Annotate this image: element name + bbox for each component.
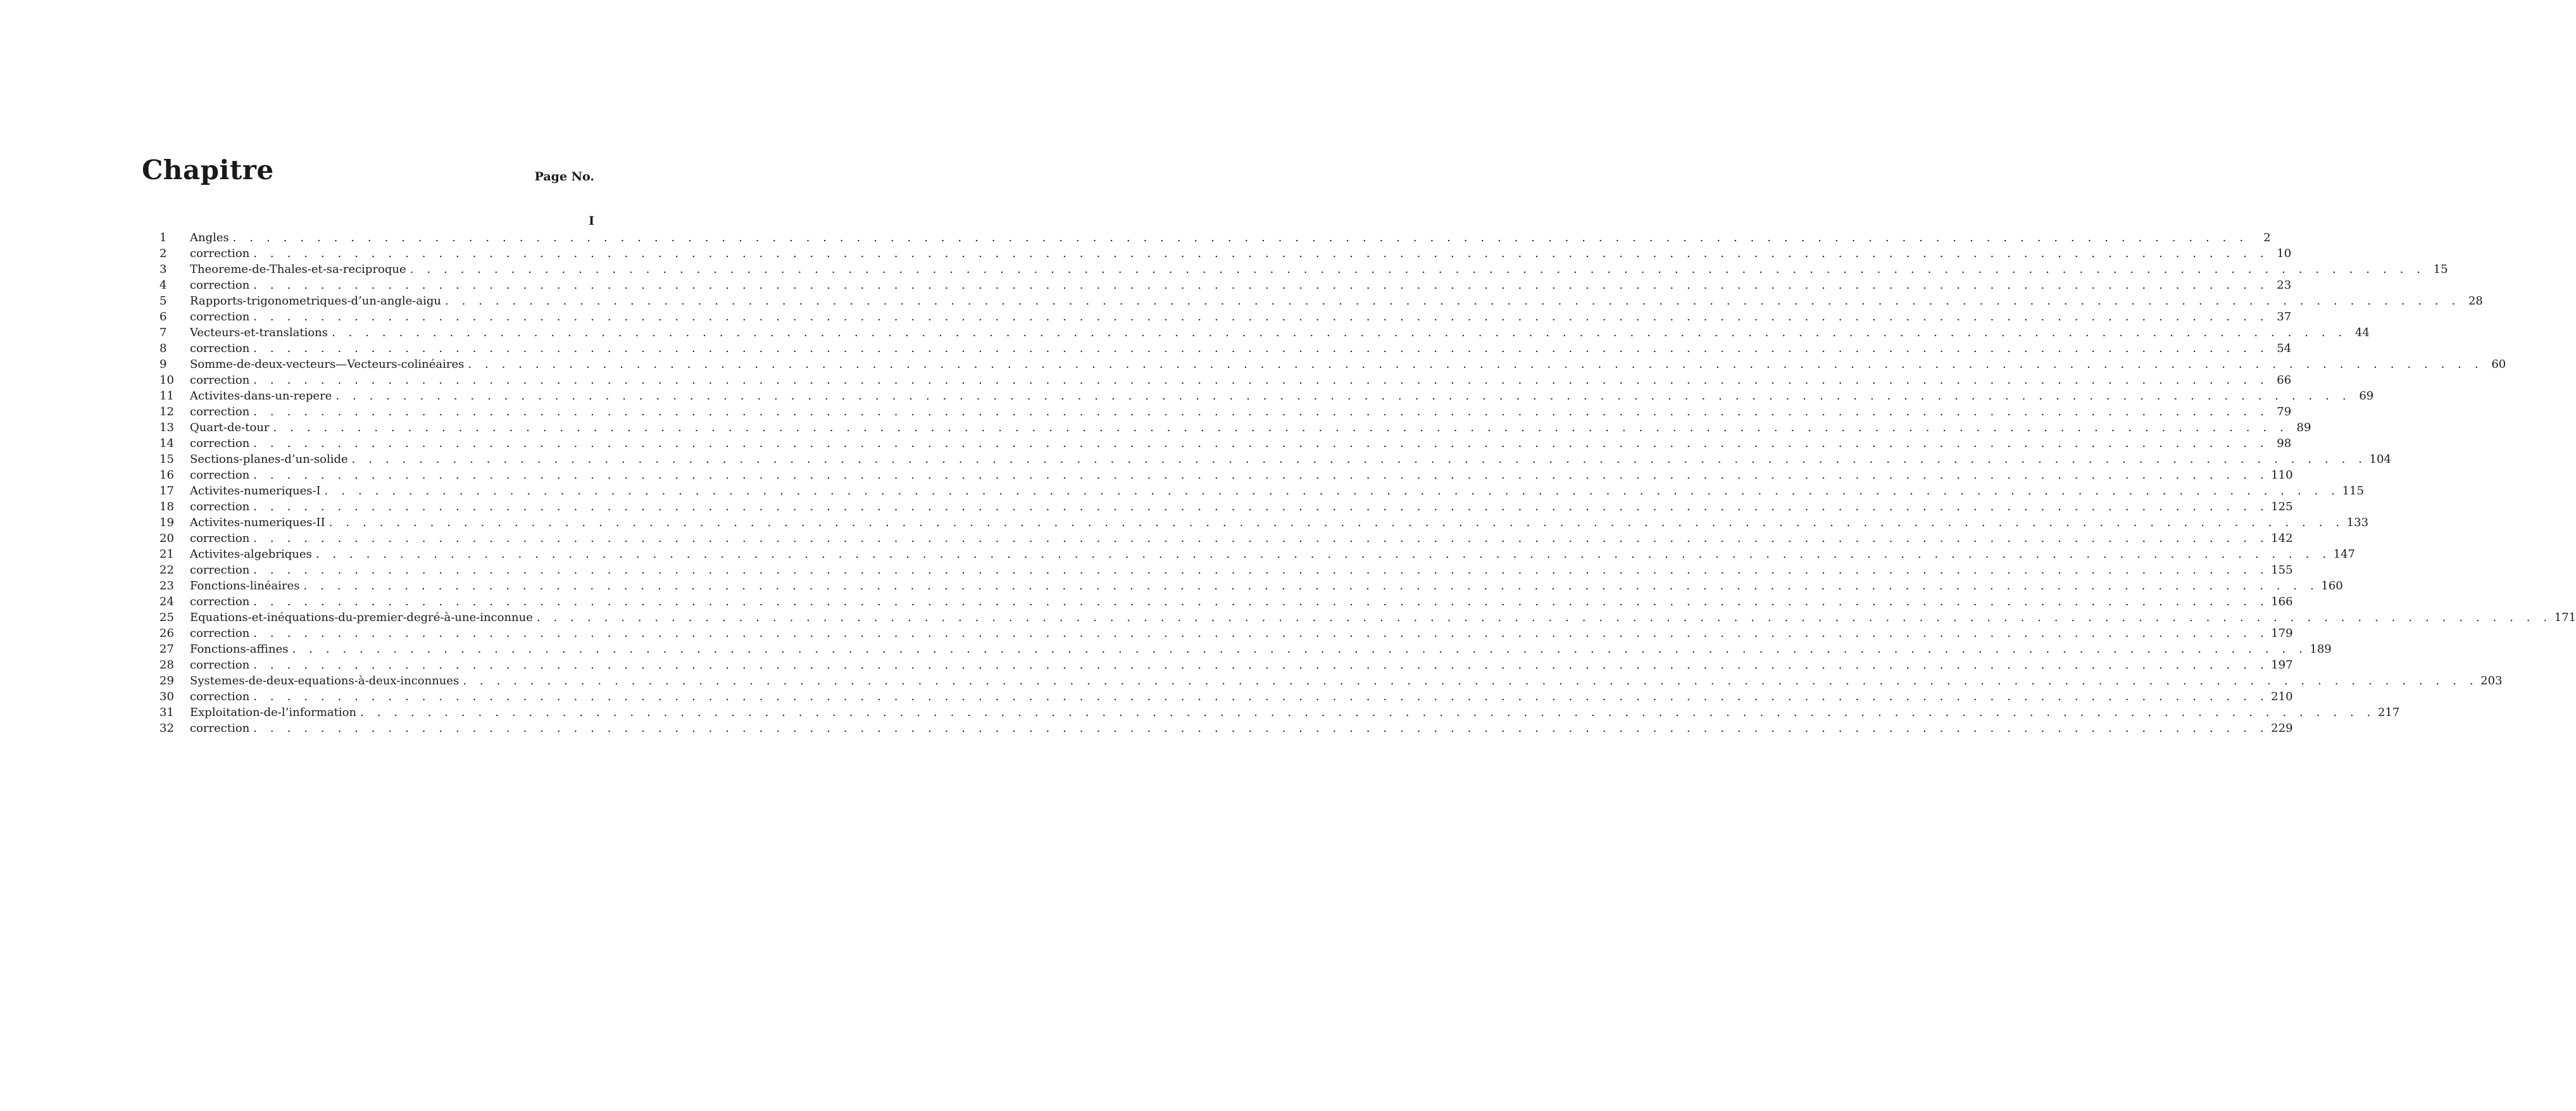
toc-entry-page: 79 bbox=[2277, 405, 2292, 418]
toc-entry-page: 54 bbox=[2277, 342, 2292, 355]
toc-entry-title-wrap bbox=[190, 499, 2268, 515]
toc-entry-number: 9 bbox=[159, 358, 167, 371]
toc-entry-title-wrap bbox=[190, 720, 2268, 736]
toc-entry-title-wrap bbox=[190, 404, 2268, 420]
toc-entry-number: 7 bbox=[159, 326, 167, 339]
toc-entry[interactable] bbox=[142, 261, 2448, 277]
toc-entry-number: 8 bbox=[159, 342, 167, 355]
toc-entry-page: 125 bbox=[2271, 500, 2293, 513]
toc-header bbox=[142, 154, 594, 195]
toc-entry-title[interactable]: correction bbox=[190, 595, 250, 608]
toc-entry-number: 21 bbox=[159, 548, 174, 561]
toc-entry-number: 6 bbox=[159, 310, 167, 323]
toc-entry-title[interactable]: correction bbox=[190, 563, 250, 577]
toc-entry-number: 16 bbox=[159, 468, 174, 482]
toc-entry-number: 11 bbox=[159, 389, 174, 403]
toc-entry-title-wrap bbox=[190, 261, 2425, 277]
dot-leader: . . . . . . . . . . . . . . . . . . . . . . . . . . . . . . . . . . . . . . . . . . . . . . . . . . . . . . . . . . . . . . . . . . . . . . . . . . . . . . . . . . . . . . . . . . . . . . . . . . . . . . . . . . . . . . . . . . . . . . . . bbox=[324, 484, 2340, 498]
toc-entry-page: 179 bbox=[2271, 627, 2293, 640]
toc-entry-title[interactable]: Fonctions-linéaires bbox=[190, 579, 300, 593]
dot-leader: . . . . . . . . . . . . . . . . . . . . . . . . . . . . . . . . . . . . . . . . . . . . . . . . . . . . . . . . . . . . . . . . . . . . . . . . . . . . . . . . . . . . . . . . . . . . . . . . . . . . . . . . . . . . . . . . . . . . . . . . bbox=[536, 611, 2552, 624]
toc-entry-title-wrap bbox=[190, 594, 2268, 610]
toc-entry-page: 104 bbox=[2369, 453, 2391, 466]
toc-entry-page: 155 bbox=[2271, 563, 2293, 577]
toc-entry-title[interactable]: Somme-de-deux-vecteurs—Vecteurs-colinéaires bbox=[190, 358, 465, 371]
toc-entry-title[interactable]: correction bbox=[190, 627, 250, 640]
toc-entry-title[interactable]: Angles bbox=[190, 231, 229, 244]
toc-entry[interactable] bbox=[142, 325, 2370, 341]
toc-entry-title-wrap bbox=[190, 657, 2268, 673]
dot-leader: . . . . . . . . . . . . . . . . . . . . . . . . . . . . . . . . . . . . . . . . . . . . . . . . . . . . . . . . . . . . . . . . . . . . . . . . . . . . . . . . . . . . . . . . . . . . . . . . . . . . . . . . . . . . . . . . . . . . . . . . bbox=[360, 706, 2375, 719]
toc-entry-title[interactable]: Activites-numeriques-II bbox=[190, 516, 325, 529]
toc-entry-title-wrap bbox=[190, 230, 2248, 246]
toc-entry-number: 20 bbox=[159, 532, 174, 545]
toc-entry-title[interactable]: correction bbox=[190, 342, 250, 355]
toc-entry-page: 115 bbox=[2342, 484, 2364, 498]
toc-entry-number: 17 bbox=[159, 484, 174, 498]
toc-entry-number: 2 bbox=[159, 247, 167, 260]
toc-entry-title[interactable]: correction bbox=[190, 405, 250, 418]
toc-entry[interactable] bbox=[142, 246, 2292, 261]
toc-entry-title[interactable]: Equations-et-inéquations-du-premier-degré-à-une-inconnue bbox=[190, 611, 533, 624]
dot-leader: . . . . . . . . . . . . . . . . . . . . . . . . . . . . . . . . . . . . . . . . . . . . . . . . . . . . . . . . . . . . . . . . . . . . . . . . . . . . . . . . . . . . . . . . . . . . . . . . . . . . . . . . . . . . . . . . . . . . . . . . bbox=[253, 532, 2269, 545]
toc-entry-title-wrap bbox=[190, 246, 2268, 261]
toc-entry-number: 32 bbox=[159, 722, 174, 735]
toc-entry-number: 5 bbox=[159, 294, 167, 308]
toc-entry-title-wrap bbox=[190, 341, 2268, 356]
dot-leader: . . . . . . . . . . . . . . . . . . . . . . . . . . . . . . . . . . . . . . . . . . . . . . . . . . . . . . . . . . . . . . . . . . . . . . . . . . . . . . . . . . . . . . . . . . . . . . . . . . . . . . . . . . . . . . . . . . . . . . . . bbox=[253, 468, 2269, 482]
toc-entry-title-wrap bbox=[190, 372, 2268, 388]
toc-entry-page: 203 bbox=[2480, 674, 2503, 687]
toc-entry[interactable] bbox=[142, 578, 2343, 594]
toc-entry-number: 25 bbox=[159, 611, 174, 624]
dot-leader: . . . . . . . . . . . . . . . . . . . . . . . . . . . . . . . . . . . . . . . . . . . . . . . . . . . . . . . . . . . . . . . . . . . . . . . . . . . . . . . . . . . . . . . . . . . . . . . . . . . . . . . . . . . . . . . . . . . . . . . . bbox=[253, 690, 2269, 703]
toc-entry-title-wrap bbox=[190, 641, 2307, 657]
dot-leader: . . . . . . . . . . . . . . . . . . . . . . . . . . . . . . . . . . . . . . . . . . . . . . . . . . . . . . . . . . . . . . . . . . . . . . . . . . . . . . . . . . . . . . . . . . . . . . . . . . . . . . . . . . . . . . . . . . . . . . . . bbox=[410, 263, 2425, 276]
toc-entry-number: 19 bbox=[159, 516, 174, 529]
toc-entry-title[interactable]: correction bbox=[190, 500, 250, 513]
dot-leader: . . . . . . . . . . . . . . . . . . . . . . . . . . . . . . . . . . . . . . . . . . . . . . . . . . . . . . . . . . . . . . . . . . . . . . . . . . . . . . . . . . . . . . . . . . . . . . . . . . . . . . . . . . . . . . . . . . . . . . . . bbox=[468, 358, 2484, 371]
toc-entry[interactable] bbox=[142, 499, 2293, 515]
toc-entry-number: 14 bbox=[159, 437, 174, 450]
toc-entry-title-wrap bbox=[190, 689, 2268, 705]
toc-entry-number: 4 bbox=[159, 279, 167, 292]
toc-entry-page: 147 bbox=[2333, 548, 2356, 561]
toc-entry-number: 27 bbox=[159, 643, 174, 656]
toc-entry[interactable] bbox=[142, 451, 2391, 467]
toc-entry[interactable] bbox=[142, 341, 2292, 356]
dot-leader: . . . . . . . . . . . . . . . . . . . . . . . . . . . . . . . . . . . . . . . . . . . . . . . . . . . . . . . . . . . . . . . . . . . . . . . . . . . . . . . . . . . . . . . . . . . . . . . . . . . . . . . . . . . . . . . . . . . . . . . . bbox=[303, 579, 2319, 593]
dot-leader: . . . . . . . . . . . . . . . . . . . . . . . . . . . . . . . . . . . . . . . . . . . . . . . . . . . . . . . . . . . . . . . . . . . . . . . . . . . . . . . . . . . . . . . . . . . . . . . . . . . . . . . . . . . . . . . . . . . . . . . . bbox=[444, 294, 2460, 308]
toc-entry[interactable] bbox=[142, 293, 2483, 309]
toc-entry-number: 1 bbox=[159, 231, 167, 244]
toc-entry-number: 3 bbox=[159, 263, 167, 276]
toc-entry-page: 197 bbox=[2271, 658, 2293, 672]
toc-entry-title-wrap bbox=[190, 578, 2318, 594]
toc-entry-page: 2 bbox=[2263, 231, 2271, 244]
toc-entry-page: 229 bbox=[2271, 722, 2293, 735]
toc-entry-title-wrap bbox=[190, 530, 2268, 546]
toc-entry[interactable] bbox=[142, 530, 2293, 546]
toc-entry-title[interactable]: Vecteurs-et-translations bbox=[190, 326, 328, 339]
dot-leader: . . . . . . . . . . . . . . . . . . . . . . . . . . . . . . . . . . . . . . . . . . . . . . . . . . . . . . . . . . . . . . . . . . . . . . . . . . . . . . . . . . . . . . . . . . . . . . . . . . . . . . . . . . . . . . . . . . . . . . . . bbox=[253, 405, 2269, 418]
part-label: I bbox=[589, 214, 594, 228]
dot-leader: . . . . . . . . . . . . . . . . . . . . . . . . . . . . . . . . . . . . . . . . . . . . . . . . . . . . . . . . . . . . . . . . . . . . . . . . . . . . . . . . . . . . . . . . . . . . . . . . . . . . . . . . . . . . . . . . . . . . . . . . bbox=[351, 453, 2367, 466]
dot-leader: . . . . . . . . . . . . . . . . . . . . . . . . . . . . . . . . . . . . . . . . . . . . . . . . . . . . . . . . . . . . . . . . . . . . . . . . . . . . . . . . . . . . . . . . . . . . . . . . . . . . . . . . . . . . . . . . . . . . . . . . bbox=[253, 627, 2269, 640]
toc-entry-title[interactable]: correction bbox=[190, 722, 250, 735]
dot-leader: . . . . . . . . . . . . . . . . . . . . . . . . . . . . . . . . . . . . . . . . . . . . . . . . . . . . . . . . . . . . . . . . . . . . . . . . . . . . . . . . . . . . . . . . . . . . . . . . . . . . . . . . . . . . . . . . . . . . . . . . bbox=[315, 548, 2331, 561]
dot-leader: . . . . . . . . . . . . . . . . . . . . . . . . . . . . . . . . . . . . . . . . . . . . . . . . . . . . . . . . . . . . . . . . . . . . . . . . . . . . . . . . . . . . . . . . . . . . . . . . . . . . . . . . . . . . . . . . . . . . . . . . bbox=[253, 658, 2269, 672]
toc-entry-title-wrap bbox=[190, 562, 2268, 578]
toc-entry-page: 44 bbox=[2354, 326, 2370, 339]
toc-entry[interactable] bbox=[142, 705, 2400, 720]
toc-entry-page: 60 bbox=[2491, 358, 2506, 371]
toc-entry-number: 24 bbox=[159, 595, 174, 608]
toc-entry-title[interactable]: correction bbox=[190, 247, 250, 260]
toc-entry-title-wrap bbox=[190, 705, 2375, 720]
dot-leader: . . . . . . . . . . . . . . . . . . . . . . . . . . . . . . . . . . . . . . . . . . . . . . . . . . . . . . . . . . . . . . . . . . . . . . . . . . . . . . . . . . . . . . . . . . . . . . . . . . . . . . . . . . . . . . . . . . . . . . . . bbox=[253, 279, 2269, 292]
toc-entry-title-wrap bbox=[190, 277, 2268, 293]
toc-entry[interactable] bbox=[142, 625, 2293, 641]
dot-leader: . . . . . . . . . . . . . . . . . . . . . . . . . . . . . . . . . . . . . . . . . . . . . . . . . . . . . . . . . . . . . . . . . . . . . . . . . . . . . . . . . . . . . . . . . . . . . . . . . . . . . . . . . . . . . . . . . . . . . . . . bbox=[253, 310, 2269, 323]
toc-entry[interactable] bbox=[142, 689, 2293, 705]
toc-entry-title[interactable]: Quart-de-tour bbox=[190, 421, 270, 434]
toc-entry-number: 31 bbox=[159, 706, 174, 719]
toc-entry-title[interactable]: correction bbox=[190, 373, 250, 387]
toc-entry-number: 28 bbox=[159, 658, 174, 672]
toc-entry-title-wrap bbox=[190, 467, 2268, 483]
toc-entry[interactable] bbox=[142, 436, 2292, 451]
dot-leader: . . . . . . . . . . . . . . . . . . . . . . . . . . . . . . . . . . . . . . . . . . . . . . . . . . . . . . . . . . . . . . . . . . . . . . . . . . . . . . . . . . . . . . . . . . . . . . . . . . . . . . . . . . . . . . . . . . . . . . . . bbox=[232, 231, 2248, 244]
toc-entry[interactable] bbox=[142, 515, 2369, 530]
toc-entry[interactable] bbox=[142, 641, 2332, 657]
toc-entry-number: 10 bbox=[159, 373, 174, 387]
toc-entry[interactable] bbox=[142, 562, 2293, 578]
toc-entry-number: 30 bbox=[159, 690, 174, 703]
toc-entry-title[interactable]: correction bbox=[190, 658, 250, 672]
toc-entry[interactable] bbox=[142, 277, 2292, 293]
toc-entry-title[interactable]: Exploitation-de-l’information bbox=[190, 706, 357, 719]
toc-entry[interactable] bbox=[142, 657, 2293, 673]
toc-entry[interactable] bbox=[142, 309, 2292, 325]
toc-entry[interactable] bbox=[142, 673, 2503, 689]
toc-entry-page: 23 bbox=[2277, 279, 2292, 292]
toc-entry-page: 133 bbox=[2346, 516, 2369, 529]
toc-entry-title-wrap bbox=[190, 451, 2367, 467]
toc-entry-page: 28 bbox=[2468, 294, 2483, 308]
toc-entry-page: 10 bbox=[2277, 247, 2292, 260]
toc-entry-number: 12 bbox=[159, 405, 174, 418]
toc-entry-title-wrap bbox=[190, 356, 2483, 372]
toc-entry-page: 89 bbox=[2296, 421, 2311, 434]
toc-entry-title-wrap bbox=[190, 388, 2351, 404]
toc-entry[interactable] bbox=[142, 230, 2271, 246]
dot-leader: . . . . . . . . . . . . . . . . . . . . . . . . . . . . . . . . . . . . . . . . . . . . . . . . . . . . . . . . . . . . . . . . . . . . . . . . . . . . . . . . . . . . . . . . . . . . . . . . . . . . . . . . . . . . . . . . . . . . . . . . bbox=[253, 595, 2269, 608]
toc-entry-page: 171 bbox=[2554, 611, 2576, 624]
dot-leader: . . . . . . . . . . . . . . . . . . . . . . . . . . . . . . . . . . . . . . . . . . . . . . . . . . . . . . . . . . . . . . . . . . . . . . . . . . . . . . . . . . . . . . . . . . . . . . . . . . . . . . . . . . . . . . . . . . . . . . . . bbox=[253, 342, 2269, 355]
toc-entry-page: 110 bbox=[2271, 468, 2293, 482]
toc-entry-title[interactable]: correction bbox=[190, 310, 250, 323]
toc-entry-title[interactable]: Activites-dans-un-repere bbox=[190, 389, 332, 403]
toc-entry-page: 142 bbox=[2271, 532, 2293, 545]
dot-leader: . . . . . . . . . . . . . . . . . . . . . . . . . . . . . . . . . . . . . . . . . . . . . . . . . . . . . . . . . . . . . . . . . . . . . . . . . . . . . . . . . . . . . . . . . . . . . . . . . . . . . . . . . . . . . . . . . . . . . . . . bbox=[463, 674, 2479, 687]
toc-entry[interactable] bbox=[142, 356, 2506, 372]
toc-entry[interactable] bbox=[142, 388, 2374, 404]
toc-entry-number: 13 bbox=[159, 421, 174, 434]
toc-entry-title[interactable]: Fonctions-affines bbox=[190, 643, 289, 656]
toc-entry-title-wrap bbox=[190, 436, 2268, 451]
toc-entry-number: 15 bbox=[159, 453, 174, 466]
dot-leader: . . . . . . . . . . . . . . . . . . . . . . . . . . . . . . . . . . . . . . . . . . . . . . . . . . . . . . . . . . . . . . . . . . . . . . . . . . . . . . . . . . . . . . . . . . . . . . . . . . . . . . . . . . . . . . . . . . . . . . . . bbox=[335, 389, 2351, 403]
toc-entry-number: 29 bbox=[159, 674, 174, 687]
page-number-column-heading: Page No. bbox=[534, 170, 594, 184]
toc-entry[interactable] bbox=[142, 420, 2311, 436]
toc-entry[interactable] bbox=[142, 467, 2293, 483]
toc-entry-title-wrap bbox=[190, 673, 2478, 689]
toc-entry-title-wrap bbox=[190, 610, 2552, 625]
toc-entry-page: 37 bbox=[2277, 310, 2292, 323]
dot-leader: . . . . . . . . . . . . . . . . . . . . . . . . . . . . . . . . . . . . . . . . . . . . . . . . . . . . . . . . . . . . . . . . . . . . . . . . . . . . . . . . . . . . . . . . . . . . . . . . . . . . . . . . . . . . . . . . . . . . . . . . bbox=[273, 421, 2289, 434]
toc-entry-title[interactable]: Activites-algebriques bbox=[190, 548, 312, 561]
dot-leader: . . . . . . . . . . . . . . . . . . . . . . . . . . . . . . . . . . . . . . . . . . . . . . . . . . . . . . . . . . . . . . . . . . . . . . . . . . . . . . . . . . . . . . . . . . . . . . . . . . . . . . . . . . . . . . . . . . . . . . . . bbox=[253, 373, 2269, 387]
toc-entry-page: 189 bbox=[2310, 643, 2332, 656]
toc-entry-title[interactable]: correction bbox=[190, 279, 250, 292]
toc-entry-number: 18 bbox=[159, 500, 174, 513]
toc-entry-title-wrap bbox=[190, 483, 2340, 499]
dot-leader: . . . . . . . . . . . . . . . . . . . . . . . . . . . . . . . . . . . . . . . . . . . . . . . . . . . . . . . . . . . . . . . . . . . . . . . . . . . . . . . . . . . . . . . . . . . . . . . . . . . . . . . . . . . . . . . . . . . . . . . . bbox=[253, 722, 2269, 735]
toc-entry-page: 166 bbox=[2271, 595, 2293, 608]
toc-entry-title-wrap bbox=[190, 309, 2268, 325]
toc-entry-title[interactable]: correction bbox=[190, 437, 250, 450]
toc-entry-title-wrap bbox=[190, 515, 2344, 530]
toc-entry-title[interactable]: Sections-planes-d’un-solide bbox=[190, 453, 348, 466]
toc-entry[interactable] bbox=[142, 594, 2293, 610]
toc-entry-page: 15 bbox=[2433, 263, 2448, 276]
dot-leader: . . . . . . . . . . . . . . . . . . . . . . . . . . . . . . . . . . . . . . . . . . . . . . . . . . . . . . . . . . . . . . . . . . . . . . . . . . . . . . . . . . . . . . . . . . . . . . . . . . . . . . . . . . . . . . . . . . . . . . . . bbox=[253, 437, 2269, 450]
toc-entry-number: 22 bbox=[159, 563, 174, 577]
dot-leader: . . . . . . . . . . . . . . . . . . . . . . . . . . . . . . . . . . . . . . . . . . . . . . . . . . . . . . . . . . . . . . . . . . . . . . . . . . . . . . . . . . . . . . . . . . . . . . . . . . . . . . . . . . . . . . . . . . . . . . . . bbox=[292, 643, 2308, 656]
toc-entry-title[interactable]: correction bbox=[190, 468, 250, 482]
dot-leader: . . . . . . . . . . . . . . . . . . . . . . . . . . . . . . . . . . . . . . . . . . . . . . . . . . . . . . . . . . . . . . . . . . . . . . . . . . . . . . . . . . . . . . . . . . . . . . . . . . . . . . . . . . . . . . . . . . . . . . . . bbox=[328, 516, 2344, 529]
dot-leader: . . . . . . . . . . . . . . . . . . . . . . . . . . . . . . . . . . . . . . . . . . . . . . . . . . . . . . . . . . . . . . . . . . . . . . . . . . . . . . . . . . . . . . . . . . . . . . . . . . . . . . . . . . . . . . . . . . . . . . . . bbox=[332, 326, 2347, 339]
toc-entry-title-wrap bbox=[190, 546, 2331, 562]
toc-entry-number: 26 bbox=[159, 627, 174, 640]
toc-entry-title[interactable]: correction bbox=[190, 690, 250, 703]
toc-entry-page: 160 bbox=[2321, 579, 2343, 593]
toc-entry-title[interactable]: Activites-numeriques-I bbox=[190, 484, 321, 498]
toc-entry-title-wrap bbox=[190, 625, 2268, 641]
toc-entry-title-wrap bbox=[190, 293, 2460, 309]
dot-leader: . . . . . . . . . . . . . . . . . . . . . . . . . . . . . . . . . . . . . . . . . . . . . . . . . . . . . . . . . . . . . . . . . . . . . . . . . . . . . . . . . . . . . . . . . . . . . . . . . . . . . . . . . . . . . . . . . . . . . . . . bbox=[253, 500, 2269, 513]
toc-list bbox=[142, 230, 2576, 736]
toc-entry-number: 23 bbox=[159, 579, 174, 593]
toc-entry-title[interactable]: Theoreme-de-Thales-et-sa-reciproque bbox=[190, 263, 406, 276]
toc-entry-title-wrap bbox=[190, 420, 2288, 436]
toc-entry[interactable] bbox=[142, 404, 2292, 420]
toc-entry-title[interactable]: Systemes-de-deux-equations-à-deux-inconnues bbox=[190, 674, 460, 687]
toc-entry-page: 217 bbox=[2377, 706, 2400, 719]
toc-title: Chapitre bbox=[142, 154, 274, 185]
toc-entry-title[interactable]: Rapports-trigonometriques-d’un-angle-aigu bbox=[190, 294, 441, 308]
toc-entry[interactable] bbox=[142, 720, 2293, 736]
toc-entry-title-wrap bbox=[190, 325, 2347, 341]
toc-entry-title[interactable]: correction bbox=[190, 532, 250, 545]
dot-leader: . . . . . . . . . . . . . . . . . . . . . . . . . . . . . . . . . . . . . . . . . . . . . . . . . . . . . . . . . . . . . . . . . . . . . . . . . . . . . . . . . . . . . . . . . . . . . . . . . . . . . . . . . . . . . . . . . . . . . . . . bbox=[253, 247, 2269, 260]
dot-leader: . . . . . . . . . . . . . . . . . . . . . . . . . . . . . . . . . . . . . . . . . . . . . . . . . . . . . . . . . . . . . . . . . . . . . . . . . . . . . . . . . . . . . . . . . . . . . . . . . . . . . . . . . . . . . . . . . . . . . . . . bbox=[253, 563, 2269, 577]
toc-entry[interactable] bbox=[142, 546, 2356, 562]
toc-entry-page: 98 bbox=[2277, 437, 2292, 450]
toc-entry[interactable] bbox=[142, 483, 2364, 499]
toc-entry[interactable] bbox=[142, 610, 2576, 625]
toc-entry-page: 69 bbox=[2359, 389, 2374, 403]
toc-entry-page: 66 bbox=[2277, 373, 2292, 387]
toc-entry[interactable] bbox=[142, 372, 2292, 388]
toc-entry-page: 210 bbox=[2271, 690, 2293, 703]
